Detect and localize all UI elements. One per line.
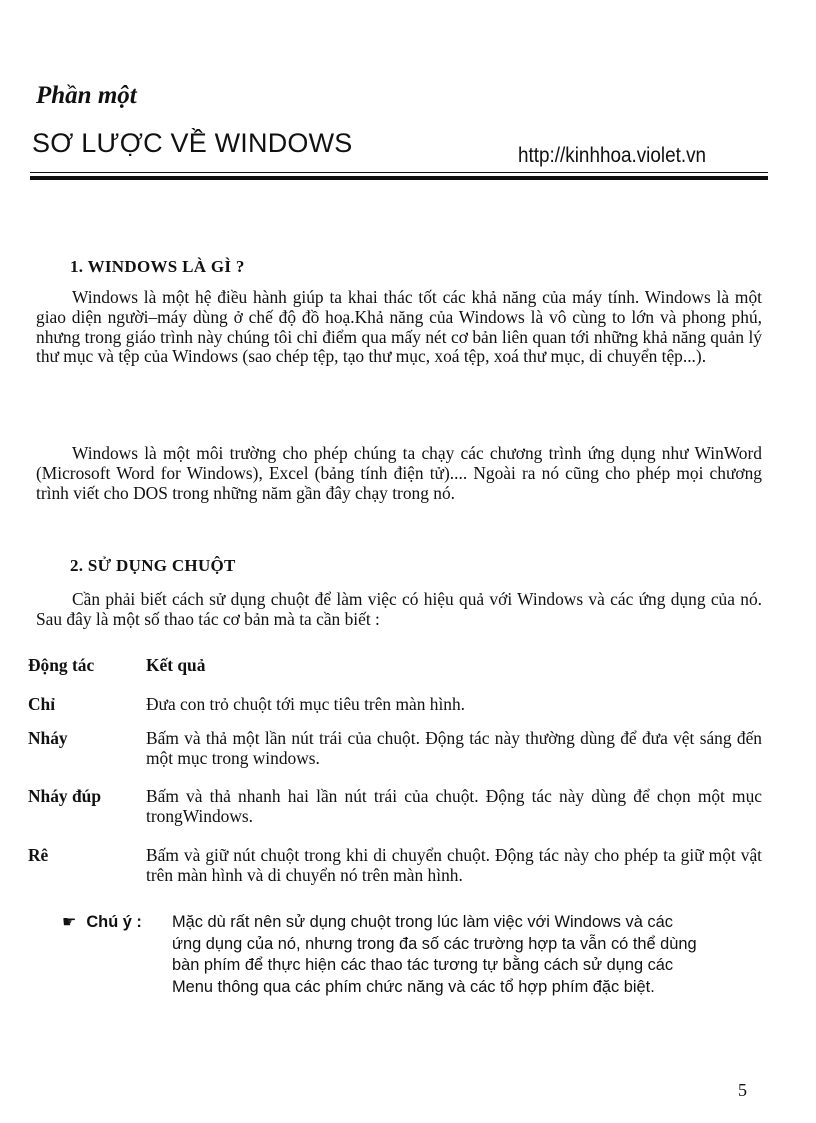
note-text: Mặc dù rất nên sử dụng chuột trong lúc làm việc với Windows và các ứng dụng của nó, nhưng trong đa số các trường hợp ta vẫn có thể dùng bàn phím để thực hiện các thao tác tương tự bằng cách sử dụng các Menu thông qua các phím chức năng và các tổ hợp phím đặc biệt. [172, 913, 697, 996]
pointing-hand-icon: ☛ [62, 914, 77, 931]
row-action: Rê [28, 845, 49, 865]
chapter-title: SƠ LƯỢC VỀ WINDOWS [32, 128, 353, 158]
row-result: Bấm và thả nhanh hai lần nút trái của chuột. Động tác này dùng để chọn một mục trongWindows. [146, 786, 762, 826]
table-header-result: Kết quả [146, 655, 206, 675]
source-url: http://kinhhoa.violet.vn [518, 144, 707, 167]
part-title: Phần một [36, 82, 137, 109]
section-1-paragraph-2: Windows là một môi trường cho phép chúng ta chạy các chương trình ứng dụng như WinWord (Microsoft Word for Windows), Excel (bảng tính điện tử).... Ngoài ra nó cũng cho phép mọi chương trình viết cho DOS trong những năm gần đây chạy trong nó. [36, 443, 762, 503]
page-number: 5 [738, 1080, 747, 1100]
header-rule-thin [30, 172, 768, 173]
section-1-paragraph-1: Windows là một hệ điều hành giúp ta khai thác tốt các khả năng của máy tính. Windows là một giao diện người–máy dùng ở chế độ đồ hoạ.Khả năng của Windows là vô cùng to lớn và phong phú, nhưng trong giáo trình này chúng tôi chỉ điểm qua mấy nét cơ bản liên quan tới những khả năng quản lý thư mục và tệp của Windows (sao chép tệp, tạo thư mục, xoá tệp, xoá thư mục, di chuyển tệp...). [36, 287, 762, 367]
section-2-paragraph: Cần phải biết cách sử dụng chuột để làm việc có hiệu quả với Windows và các ứng dụng của nó. Sau đây là một số thao tác cơ bản mà ta cần biết : [36, 589, 762, 629]
row-action: Chỉ [28, 694, 56, 714]
section-1-heading: 1. WINDOWS LÀ GÌ ? [70, 257, 245, 276]
section-2-heading: 2. SỬ DỤNG CHUỘT [70, 556, 236, 575]
row-action: Nháy đúp [28, 786, 101, 806]
note-label: Chú ý : [86, 913, 142, 931]
table-header-action: Động tác [28, 655, 95, 675]
row-result: Bấm và giữ nút chuột trong khi di chuyển chuột. Động tác này cho phép ta giữ một vật trên màn hình và di chuyển nó trên màn hình. [146, 845, 762, 885]
note-lead [62, 912, 142, 934]
row-result: Bấm và thả một lần nút trái của chuột. Động tác này thường dùng để đưa vệt sáng đến một mục trong windows. [146, 728, 762, 768]
row-action: Nháy [28, 728, 68, 748]
row-result: Đưa con trỏ chuột tới mục tiêu trên màn hình. [146, 694, 466, 714]
header-rule-thick [30, 176, 768, 180]
